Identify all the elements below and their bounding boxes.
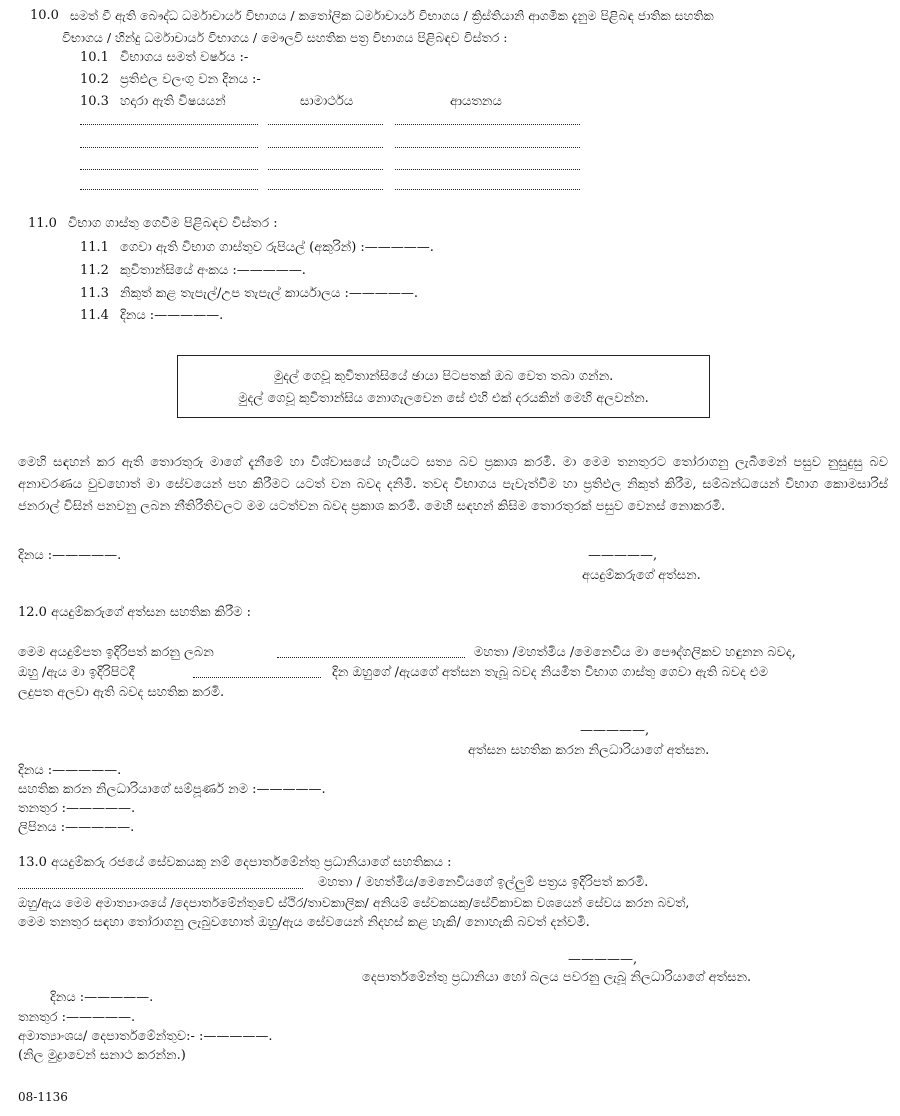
s12-date: දිනය :—————. (18, 763, 122, 778)
notice-line-2: මුදල් ගෙවූ කුවිතාන්සිය නොගැලවෙන සේ එහි එක් දරයකින් මෙහි අලවන්න. (238, 391, 649, 406)
s13-official-seal-note: (නිල මුද්‍රාවෙන් සනාථ කරන්න.) (18, 1048, 186, 1063)
declaration-date: දිනය :—————. (18, 548, 122, 563)
s12-line3: ලදුපත අලවා ඇති බවද සහතික කරමි. (18, 685, 225, 700)
s13-line1-end: මහතා / මහත්මිය/මෙනෙවියගේ ඉල්ලුම් පත්‍රය ඉදිරිපත් කරමි. (318, 875, 649, 890)
certifying-officer-signature-line: —————, (580, 723, 650, 738)
item-10-1: 10.1 විභාගය සමත් වර්ෂය :- (80, 50, 249, 65)
section-10-heading-line2: විභාගය / හින්දු ධර්මාචාර්ය විභාගය / මෞලවි සහතික පත්‍ර විභාගය පිළිබඳව විස්තර : (62, 30, 508, 45)
s13-ministry: අමාත්‍යාංශය/ දෙපාර්තමේන්තුව:- :—————. (18, 1029, 273, 1044)
section-10-number: 10.0 (30, 8, 59, 23)
head-of-department-signature-label: දෙපාර්තමේන්තු ප්‍රධානියා හෝ බලය පවරනු ලැබූ නිලධාරියාගේ අත්සන. (362, 970, 752, 985)
section-11-number: 11.0 (28, 216, 57, 231)
s13-date: දිනය :—————. (50, 990, 154, 1005)
column-distinction: ආයතනය (450, 94, 502, 109)
certifying-officer-signature-label: අත්සන සහතික කරන නිලධාරියාගේ අත්සන. (468, 743, 710, 758)
s12-name-blank (277, 657, 465, 658)
s13-name-blank (18, 888, 303, 889)
footer-code: 08-1136 (18, 1090, 68, 1104)
s12-line1-start: මෙම අයදුම්පත ඉදිරිපත් කරනු ලබන (18, 645, 214, 660)
s12-line2-end: දින ඔහුගේ /ඇයගේ අත්සන තැබූ බවද නියමිත විභාග ගාස්තු ගෙවා ඇති බවද එම (332, 665, 769, 680)
item-10-2: 10.2 ප්‍රතිඵල වලංගු වන දිනය :- (80, 72, 261, 87)
column-ordinary: සාමාර්ථය (300, 94, 354, 109)
s12-line1-end: මහතා /මහත්මිය /මෙනෙවිය මා පෞද්ගලිකව හඳුනන බවද, (474, 645, 796, 660)
s13-line2: ඔහු/ඇය මෙම අමාත්‍යාංශයේ /දෙපාර්තමේන්තුවේ ස්ථිර/තාවකාලික/ අනියම් සේවකයකු/සේවිකාවක වශයෙන් සේවය කරන බවත්, (18, 895, 690, 910)
notice-line-1: මුදල් ගෙවූ කුවිතාන්සියේ ඡායා පිටපතක් ඔබ වෙත තබා ගන්න. (273, 369, 614, 384)
section-13-heading: 13.0 අයදුම්කරු රජයේ සේවකයකු නම් දෙපාර්තමේන්තු ප්‍රධානියාගේ සහතිකය : (18, 855, 452, 870)
s12-date-blank (193, 677, 321, 678)
item-10-3: 10.3 හදාරා ඇති විෂයයන් (80, 94, 226, 109)
item-11-1: 11.1 ගෙවා ඇති විභාග ගාස්තුව රුපියල් (අකුරින්) :—————. (80, 240, 434, 255)
receipt-notice-box (177, 355, 710, 418)
item-11-3: 11.3 නිකුත් කළ තැපැල්/උප තැපැල් කාර්යාලය :—————. (80, 286, 419, 301)
s12-post: තනතුර :—————. (18, 801, 136, 816)
section-10-heading-line1: සමත් වී ඇති බෞද්ධ ධර්මාචාර්ය විභාගය / කතෝලික ධර්මාචාර්ය විභාගය / ක්‍රිස්තියානි ආගමික දැනුම පිළිබඳ ජාතික සහතික (70, 8, 714, 23)
declaration-text: මෙහි සඳහන් කර ඇති තොරතුරු මාගේ දැනීමේ හා විශ්වාසයේ හැටියට සත්‍ය බව ප්‍රකාශ කරමි. මා මෙම තනතුරට තෝරාගනු ලැබීමෙන් පසුව නුසුදුසු බව අනාවරණය වුවහොත් මා සේවයෙන් පහ කිරීමට යටත් වන බවද දනිමි. තවද විභාගය පැවැත්වීම හා ප්‍රතිඵල නිකුත් කිරීම, සම්බන්ධයෙන් විභාග කොමසාරිස් ජනරාල් විසින් පනවනු ලබන නීතිරීතිවලට මම යටත්වන බවද ප්‍රකාශ කරමි. මෙහි සඳහන් කිසිම තොරතුරක් පසුව වෙනස් නොකරමි. (18, 455, 888, 514)
s13-post: තනතුර :—————. (18, 1010, 136, 1025)
applicant-signature-line: —————, (588, 548, 658, 563)
s12-officer-name: සහතික කරන නිලධාරියාගේ සම්පූර්ණ නම :—————. (18, 782, 326, 797)
s12-address: ලිපිනය :—————. (18, 820, 135, 835)
s13-line3: මෙම තනතුර සඳහා තෝරාගනු ලැබුවහොත් ඔහු/ඇය සේවයෙන් නිදහස් කළ හැකි/ නොහැකි බවත් දන්වමි. (18, 915, 590, 930)
section-11-heading: විභාග ගාස්තු ගෙවීම පිළිබඳව විස්තර : (68, 216, 278, 231)
applicant-signature-label: අයදුම්කරුගේ අත්සන. (582, 568, 701, 583)
section-12-heading: 12.0 අයදුම්කරුගේ අත්සන සහතික කිරීම : (18, 605, 251, 620)
item-11-2: 11.2 කුවිතාන්සියේ අංකය :—————. (80, 263, 306, 278)
s12-line2-start: ඔහු /ඇය මා ඉදිරිපිටදී (18, 665, 135, 680)
head-of-department-signature-line: —————, (568, 952, 638, 967)
item-11-4: 11.4 දිනය :—————. (80, 308, 224, 323)
